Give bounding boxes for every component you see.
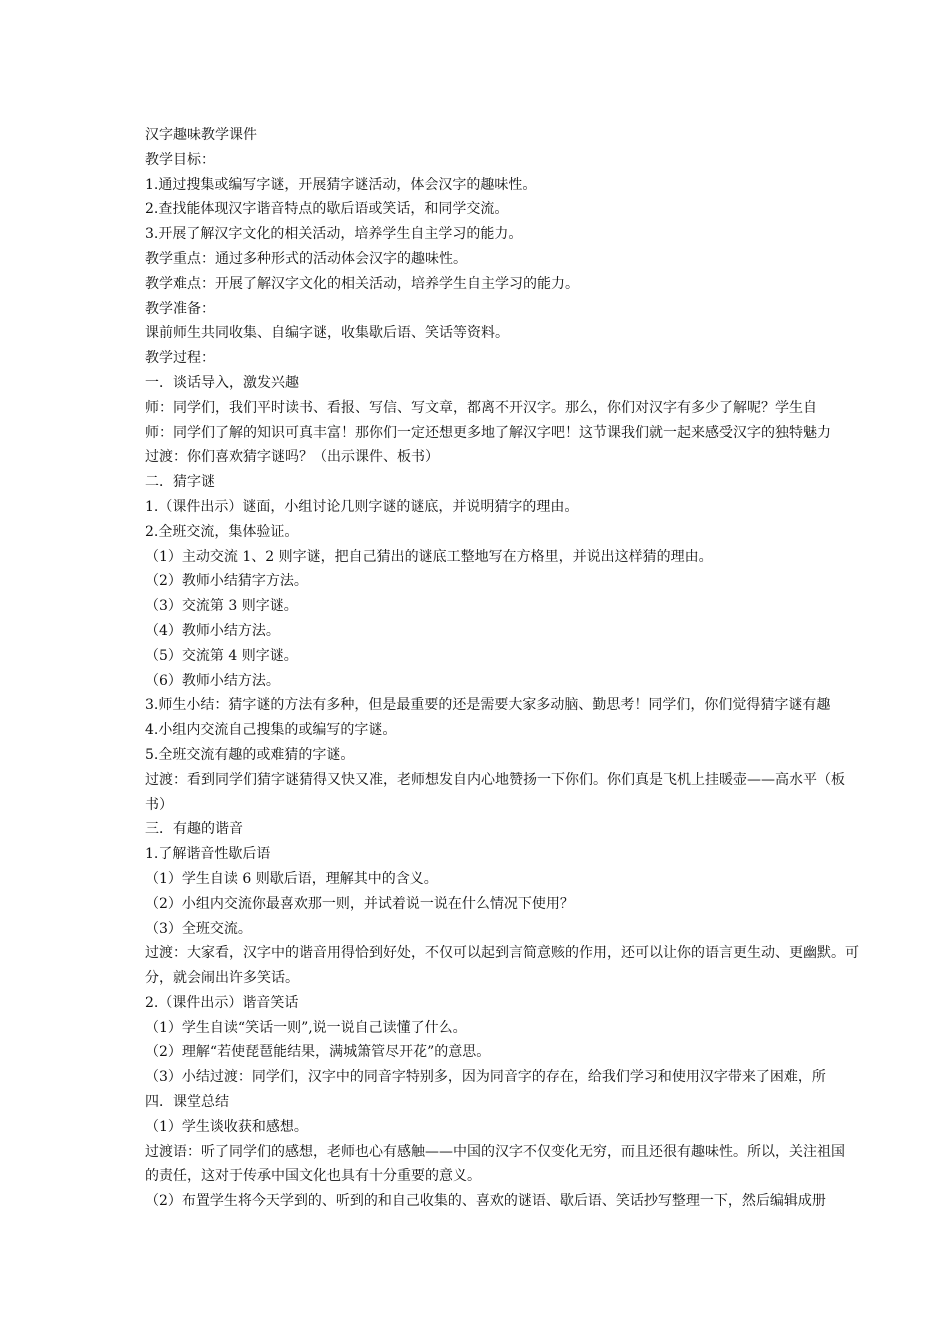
text-line: 的责任，这对于传承中国文化也具有十分重要的意义。 xyxy=(145,1168,481,1185)
text-line: （2）理解“若使琵琶能结果，满城箫管尽开花”的意思。 xyxy=(145,1044,491,1061)
text-line: 课前师生共同收集、自编字谜，收集歇后语、笑话等资料。 xyxy=(145,325,509,342)
text-line: 2.（课件出示）谐音笑话 xyxy=(145,994,299,1011)
text-line: 2.查找能体现汉字谐音特点的歇后语或笑话，和同学交流。 xyxy=(145,201,509,218)
text-line: 过渡：大家看，汉字中的谐音用得恰到好处，不仅可以起到言简意赅的作用，还可以让你的语言更生动、更幽默。可 xyxy=(145,945,859,962)
text-line: 教学难点：开展了解汉字文化的相关活动，培养学生自主学习的能力。 xyxy=(145,275,579,292)
text-line: （1）学生谈收获和感想。 xyxy=(145,1118,308,1135)
text-line: 二．猜字谜 xyxy=(145,474,215,491)
text-line: 1.（课件出示）谜面，小组讨论几则字谜的谜底，并说明猜字的理由。 xyxy=(145,498,579,515)
text-line: 5.全班交流有趣的或难猜的字谜。 xyxy=(145,746,355,763)
text-line: 师：同学们了解的知识可真丰富！那你们一定还想更多地了解汉字吧！这节课我们就一起来感受汉字的独特魅力 xyxy=(145,424,831,441)
text-line: 教学过程： xyxy=(145,350,215,367)
text-line: 3.师生小结：猜字谜的方法有多种，但是最重要的还是需要大家多动脑、勤思考！同学们，你们觉得猜字谜有趣 xyxy=(145,697,831,714)
text-line: （1）学生自读“笑话一则”,说一说自己读懂了什么。 xyxy=(145,1019,467,1036)
text-line: （1）学生自读 6 则歇后语，理解其中的含义。 xyxy=(145,870,438,887)
text-line: 教学目标： xyxy=(145,151,215,168)
text-line: 四．课堂总结 xyxy=(145,1094,229,1111)
text-line: 3.开展了解汉字文化的相关活动，培养学生自主学习的能力。 xyxy=(145,226,523,243)
text-line: 教学重点：通过多种形式的活动体会汉字的趣味性。 xyxy=(145,250,467,267)
text-line: （4）教师小结方法。 xyxy=(145,622,280,639)
text-line: （6）教师小结方法。 xyxy=(145,672,280,689)
text-line: 分，就会闹出许多笑话。 xyxy=(145,970,299,987)
document-title: 汉字趣味教学课件 xyxy=(145,127,257,143)
text-line: 书） xyxy=(145,796,173,813)
text-line: （3）全班交流。 xyxy=(145,920,252,937)
text-line: （2）布置学生将今天学到的、听到的和自己收集的、喜欢的谜语、歇后语、笑话抄写整理一下，然后编辑成册 xyxy=(145,1193,826,1210)
text-line: （1）主动交流 1、2 则字谜，把自己猜出的谜底工整地写在方格里，并说出这样猜的理由。 xyxy=(145,548,713,565)
text-line: （2）小组内交流你最喜欢那一则，并试着说一说在什么情况下使用？ xyxy=(145,895,574,912)
text-line: 4.小组内交流自己搜集的或编写的字谜。 xyxy=(145,722,397,739)
document-body xyxy=(145,123,950,1214)
text-line: （3）小结过渡：同学们，汉字中的同音字特别多，因为同音字的存在，给我们学习和使用汉字带来了困难，所 xyxy=(145,1069,826,1086)
text-line: 1.通过搜集或编写字谜，开展猜字谜活动，体会汉字的趣味性。 xyxy=(145,176,537,193)
text-line: 过渡：看到同学们猜字谜猜得又快又准，老师想发自内心地赞扬一下你们。你们真是飞机上挂暖壶——高水平（板 xyxy=(145,771,845,788)
text-line: 2.全班交流，集体验证。 xyxy=(145,523,299,540)
text-line: 过渡：你们喜欢猜字谜吗？（出示课件、板书） xyxy=(145,449,439,466)
text-line: 1.了解谐音性歇后语 xyxy=(145,846,271,863)
text-line: 三．有趣的谐音 xyxy=(145,821,243,838)
text-line: （2）教师小结猜字方法。 xyxy=(145,573,308,590)
text-line: 过渡语：听了同学们的感想，老师也心有感触——中国的汉字不仅变化无穷，而且还很有趣味性。所以，关注祖国 xyxy=(145,1143,845,1160)
text-line: （5）交流第 4 则字谜。 xyxy=(145,647,298,664)
text-line: 师：同学们，我们平时读书、看报、写信、写文章，都离不开汉字。那么，你们对汉字有多少了解呢？学生自 xyxy=(145,399,817,416)
text-line: 一．谈话导入，激发兴趣 xyxy=(145,374,299,391)
text-line: （3）交流第 3 则字谜。 xyxy=(145,598,298,615)
text-line: 教学准备： xyxy=(145,300,215,317)
